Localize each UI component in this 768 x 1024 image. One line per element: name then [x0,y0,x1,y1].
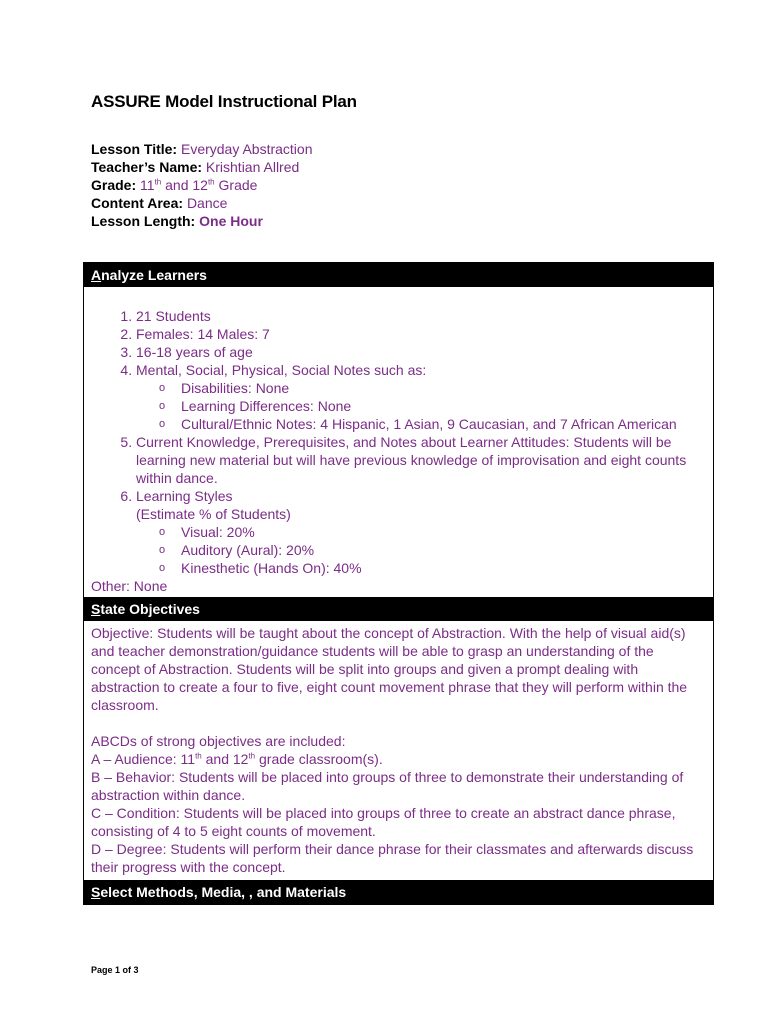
list-item: 1. 21 Students [136,307,705,325]
select-header-text: elect Methods, Media, , and Materials [100,884,347,900]
notes-sublist [136,379,705,433]
abcd-intro: ABCDs of strong objectives are included: [91,733,346,749]
teacher-value: Krishtian Allred [205,159,300,175]
grade-end: Grade [214,177,258,193]
analyze-learners-cell [84,287,713,597]
list-item: 2. Females: 14 Males: 7 [136,325,705,343]
grade-a: 11 [140,177,155,193]
audience-pre: A – Audience: 11 [91,751,196,767]
grade-a-sup: th [154,177,162,187]
grade-mid: and 12 [161,177,208,193]
state-header-text: tate Objectives [100,601,200,617]
page-footer: Page 1 of 3 [91,965,139,975]
abcd-behavior: B – Behavior: Students will be placed into groups of three to demonstrate their understanding of abstraction within dance. [91,769,684,803]
objective-paragraph: Objective: Students will be taught about the concept of Abstraction. With the help of visual aid(s) and teacher demonstration/guidance students will be able to grasp an understanding of the concept of Abstraction. Students will be split into groups and given a prompt dealing with abstraction to create a four to five, eight count movement phrase that they will perform within the classroom. [91,625,688,713]
page-title: ASSURE Model Instructional Plan [91,92,357,111]
list-item-text: Mental, Social, Physical, Social Notes such as: [136,362,427,378]
select-methods-header [84,880,713,904]
sub-list-item: o Kinesthetic (Hands On): 40% [159,559,705,577]
state-objectives-header [84,597,713,621]
list-item: 5. Current Knowledge, Prerequisites, and Notes about Learner Attitudes: Students will be learning new material but will have previous knowledge of improvisation and eight counts within dance. [136,433,705,487]
sub-list-item: o Cultural/Ethnic Notes: 4 Hispanic, 1 Asian, 9 Caucasian, and 7 African American [159,415,705,433]
teacher-row [91,158,313,176]
grade-b-sup: th [207,177,215,187]
grade-row [91,176,313,194]
learning-styles-title: Learning Styles [136,488,233,504]
sub-list-item: o Auditory (Aural): 20% [159,541,705,559]
learning-styles-subtitle: (Estimate % of Students) [136,506,291,522]
list-item: 3. 16-18 years of age [136,343,705,361]
analyze-learners-header [84,263,713,287]
audience-mid: and 12 [201,751,249,767]
select-header-initial: S [91,884,101,900]
state-objectives-cell [84,621,713,880]
content-area-value: Dance [186,195,228,211]
list-item [136,361,705,433]
state-header-initial: S [91,601,101,617]
abcd-degree: D – Degree: Students will perform their dance phrase for their classmates and afterwards discuss their progress with the concept. [91,841,694,875]
audience-sup2: th [248,751,256,761]
lesson-length-value: One Hour [199,213,263,229]
abcd-condition: C – Condition: Students will be placed into groups of three to create an abstract dance phrase, consisting of 4 to 5 eight counts of movement. [91,805,676,839]
grade-label: Grade: [91,177,137,193]
other-note: Other: None [91,578,168,594]
audience-end: grade classroom(s). [255,751,383,767]
sub-list-item: o Disabilities: None [159,379,705,397]
lesson-meta [91,140,313,230]
analyze-header-initial: A [91,267,102,283]
lesson-length-label: Lesson Length: [91,213,196,229]
lesson-title-value: Everyday Abstraction [180,141,313,157]
lesson-length-row [91,212,313,230]
learner-list [91,307,705,577]
analyze-header-text: nalyze Learners [101,267,207,283]
lesson-title-row [91,140,313,158]
audience-sup1: th [195,751,202,761]
content-area-row [91,194,313,212]
plan-table [83,262,714,905]
teacher-label: Teacher’s Name: [91,159,203,175]
list-item [136,487,705,577]
sub-list-item: o Learning Differences: None [159,397,705,415]
content-area-label: Content Area: [91,195,184,211]
styles-sublist [136,523,705,577]
abcd-audience [91,750,705,768]
grade-value [140,177,257,193]
lesson-title-label: Lesson Title: [91,141,178,157]
sub-list-item: o Visual: 20% [159,523,705,541]
